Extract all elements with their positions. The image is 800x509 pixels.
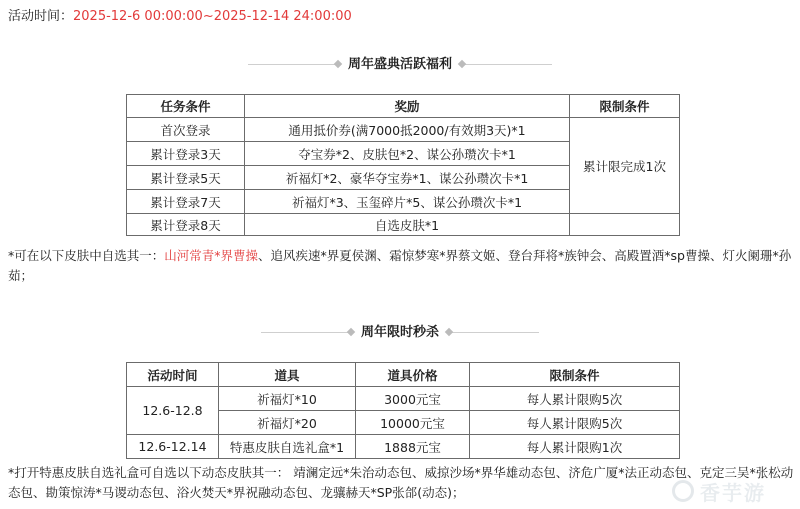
section-title-text: 周年盛典活跃福利 <box>347 57 452 72</box>
reward: 祈福灯*3、玉玺碎片*5、谋公孙瓒次卡*1 <box>245 190 570 214</box>
column-header: 活动时间 <box>127 363 219 387</box>
skin-choice-note <box>8 246 794 286</box>
column-header: 道具 <box>219 363 356 387</box>
purchase-limit: 每人累计限购5次 <box>470 387 680 411</box>
table-row <box>127 118 680 142</box>
column-header: 任务条件 <box>127 95 245 118</box>
reward: 夺宝券*2、皮肤包*2、谋公孙瓒次卡*1 <box>245 142 570 166</box>
reward: 自选皮肤*1 <box>245 214 570 236</box>
section-title-flash-sale <box>0 321 800 340</box>
column-header: 限制条件 <box>570 95 680 118</box>
note-text: *打开特惠皮肤自选礼盒可自选以下动态皮肤其一： 靖澜定远*朱治动态包、威掠沙场*界华雄动态包、济危广厦*法正动态包、克定三吴*张松动态包、勘策惊涛*马谡动态包、浴火焚天*界祝融动态包、龙骧赫天*SP张郃(动态)； <box>8 465 794 500</box>
section-title-activity-welfare <box>0 53 800 72</box>
purchase-limit: 每人累计限购1次 <box>470 435 680 459</box>
item: 特惠皮肤自选礼盒*1 <box>219 435 356 459</box>
column-header: 奖励 <box>245 95 570 118</box>
note-prefix: *可在以下皮肤中自选其一： <box>8 248 165 263</box>
section-title-text: 周年限时秒杀 <box>360 325 439 340</box>
flash-sale-table <box>126 362 680 459</box>
activity-time-label: 活动时间： <box>8 9 74 24</box>
divider-right <box>449 332 539 333</box>
task-condition: 累计登录8天 <box>127 214 245 236</box>
task-condition: 累计登录3天 <box>127 142 245 166</box>
table-header-row <box>127 95 680 118</box>
table-header-row <box>127 363 680 387</box>
welfare-table <box>126 94 680 236</box>
column-header: 限制条件 <box>470 363 680 387</box>
limit-condition-empty <box>570 214 680 236</box>
note-highlight: 山河常青*界曹操 <box>164 248 259 263</box>
activity-period: 12.6-12.14 <box>127 435 219 459</box>
activity-time <box>8 5 352 24</box>
limit-condition: 累计限完成1次 <box>570 118 680 214</box>
reward: 祈福灯*2、豪华夺宝券*1、谋公孙瓒次卡*1 <box>245 166 570 190</box>
divider-left <box>261 332 351 333</box>
item-price: 10000元宝 <box>356 411 470 435</box>
activity-time-value: 2025-12-6 00:00:00~2025-12-14 24:00:00 <box>73 9 352 24</box>
table-row <box>127 387 680 411</box>
item: 祈福灯*10 <box>219 387 356 411</box>
table-row <box>127 214 680 236</box>
task-condition: 累计登录7天 <box>127 190 245 214</box>
activity-period: 12.6-12.8 <box>127 387 219 435</box>
task-condition: 首次登录 <box>127 118 245 142</box>
watermark-logo <box>672 477 796 505</box>
logo-ring-icon <box>672 480 694 502</box>
table-row <box>127 435 680 459</box>
item-price: 3000元宝 <box>356 387 470 411</box>
divider-right <box>462 64 552 65</box>
item: 祈福灯*20 <box>219 411 356 435</box>
reward: 通用抵价券(满7000抵2000/有效期3天)*1 <box>245 118 570 142</box>
task-condition: 累计登录5天 <box>127 166 245 190</box>
item-price: 1888元宝 <box>356 435 470 459</box>
note-rest: 、追风疾速*界夏侯渊、霜惊梦寒*界蔡文姬、登台拜将*族钟会、高殿置酒*sp曹操、灯火阑珊*孙茹； <box>8 248 792 283</box>
watermark-text: 香芋游 <box>700 480 766 505</box>
purchase-limit: 每人累计限购5次 <box>470 411 680 435</box>
column-header: 道具价格 <box>356 363 470 387</box>
divider-left <box>248 64 338 65</box>
